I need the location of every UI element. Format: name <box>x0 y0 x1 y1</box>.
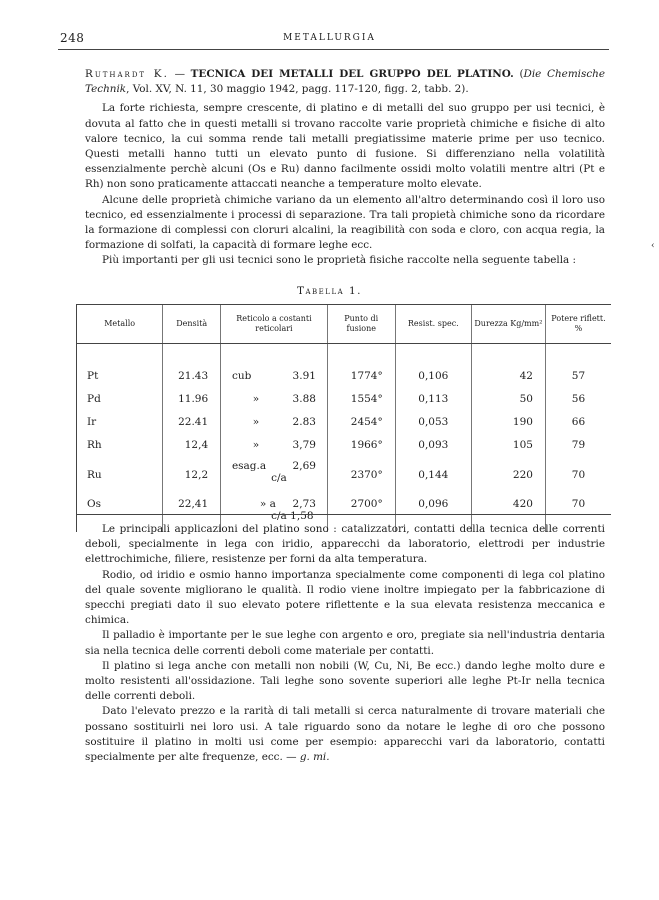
cell-resistivity: 0,053 <box>395 410 471 433</box>
properties-table <box>76 304 611 532</box>
cell-metal: Pd <box>77 387 163 410</box>
cell-density: 11.96 <box>163 387 221 410</box>
lattice-constant: 2,69 <box>292 460 316 472</box>
cell-density: 22.41 <box>163 410 221 433</box>
table-row <box>77 410 612 433</box>
cell-lattice <box>221 410 328 433</box>
table-row <box>77 364 612 387</box>
lattice-structure: cub <box>231 369 252 382</box>
article-heading: Ruthardt K. — TECNICA DEI METALLI DEL GRUPPO DEL PLATINO. (Die Chemische Technik, Vol. XV, N. 11, 30 maggio 1942, pagg. 117-120, figg. 2, tabb. 2). <box>85 68 605 96</box>
paragraph: Rodio, od iridio e osmio hanno importanza specialmente come componenti di lega col platino del quale sovente migliorano le qualità. Il rodio viene inoltre impiegato per la fabbricazione di specchi pregiati dato il suo elevato potere riflettente e la sua elevata resistenza meccanica e chimica. <box>85 568 605 627</box>
signature: g. mi. <box>299 751 330 764</box>
cell-resistivity: 0,106 <box>395 364 471 387</box>
cell-density: 12,4 <box>163 433 221 456</box>
lattice-ratio <box>225 510 323 522</box>
cell-density: 22,41 <box>163 494 221 532</box>
cell-lattice <box>221 456 328 494</box>
paragraph: Più importanti per gli usi tecnici sono le proprietà fisiche raccolte nella seguente tabella : <box>102 254 577 267</box>
lattice-constant: 3.88 <box>292 392 316 405</box>
margin-mark: ‹ <box>651 241 655 251</box>
article-body <box>85 522 605 765</box>
table-header-row <box>77 305 612 344</box>
cell-reflectivity: 57 <box>545 364 611 387</box>
cell-resistivity: 0,113 <box>395 387 471 410</box>
col-header-density: Densità <box>163 305 221 344</box>
cell-lattice <box>221 364 328 387</box>
lattice-constant: 2.83 <box>292 415 316 428</box>
cell-metal: Rh <box>77 433 163 456</box>
cell-lattice <box>221 433 328 456</box>
lattice-structure: esag.a <box>231 460 267 472</box>
lattice-structure: » a <box>259 498 276 510</box>
cell-metal: Ru <box>77 456 163 494</box>
article-author: Ruthardt K. <box>85 68 169 80</box>
col-header-melting: Punto di fusione <box>327 305 395 344</box>
col-header-lattice: Reticolo a costanti reticolari <box>221 305 328 344</box>
cell-resistivity: 0,093 <box>395 433 471 456</box>
col-header-metal: Metallo <box>77 305 163 344</box>
lattice-constant: 3.91 <box>292 369 316 382</box>
cell-hardness: 420 <box>471 494 545 532</box>
article-intro <box>85 67 605 269</box>
table-row <box>77 433 612 456</box>
running-title: METALLURGIA <box>283 33 376 43</box>
article-citation: , Vol. XV, N. 11, 30 maggio 1942, pagg. 117-120, figg. 2, tabb. 2). <box>126 83 469 96</box>
paragraph-text: Dato l'elevato prezzo e la rarità di tali metalli si cerca naturalmente di trovare materiali che possano sostituirli nei loro usi. A tale riguardo sono da notare le leghe di oro che possono sostituire il platino in molti usi come per esempio: apparecchi vari da laboratorio, contatti specialmente per alte frequenze, ecc. — <box>85 705 605 764</box>
cell-reflectivity: 56 <box>545 387 611 410</box>
cell-melting: 2454° <box>327 410 395 433</box>
cell-melting: 2370° <box>327 456 395 494</box>
lattice-ratio-label: c/a <box>271 472 287 484</box>
header-rule <box>58 49 609 50</box>
paragraph: Il palladio è importante per le sue leghe con argento e oro, pregiate sia nell'industria dentaria sia nella tecnica delle correnti deboli come materiale per contatti. <box>85 629 605 657</box>
cell-melting: 1966° <box>327 433 395 456</box>
paragraph: La forte richiesta, sempre crescente, di platino e di metalli del suo gruppo per usi tecnici, è dovuta al fatto che in questi metalli si trovano raccolte varie proprietà chimiche e fisiche di alto valore tecnico, la cui somma rende tali metalli pregiatissime materie prime per uso tecnico. Questi metalli hanno tutti un elevato punto di fusione. Si differenziano nella volatilità essenzialmente perchè alcuni (Os e Ru) danno facilmente ossidi molto volatili mentre altri (Pt e Rh) non sono praticamente attaccati neanche a temperature molto elevate. <box>85 102 605 191</box>
cell-melting: 1554° <box>327 387 395 410</box>
cell-melting: 1774° <box>327 364 395 387</box>
cell-hardness: 50 <box>471 387 545 410</box>
col-header-reflectivity: Potere riflett. % <box>545 305 611 344</box>
cell-density: 21.43 <box>163 364 221 387</box>
cell-resistivity: 0,096 <box>395 494 471 532</box>
table-row <box>77 456 612 494</box>
col-header-resistivity: Resist. spec. <box>395 305 471 344</box>
cell-reflectivity: 66 <box>545 410 611 433</box>
cell-metal: Pt <box>77 364 163 387</box>
article-title: TECNICA DEI METALLI DEL GRUPPO DEL PLATINO. <box>190 68 514 80</box>
cell-lattice <box>221 387 328 410</box>
cell-hardness: 42 <box>471 364 545 387</box>
page-number: 248 <box>60 31 85 45</box>
table-caption: Tabella 1. <box>296 285 363 297</box>
cell-reflectivity: 70 <box>545 456 611 494</box>
cell-hardness: 220 <box>471 456 545 494</box>
lattice-structure: » <box>252 415 260 428</box>
paragraph: Alcune delle proprietà chimiche variano da un elemento all'altro determinando così il loro uso tecnico, ed essenzialmente i processi di separazione. Tra tali propietà chimiche sono da ricordare la formazione di complessi con cloruri alcalini, la reagibilità con soda e cloro, con acqua regia, la formazione di solfati, la capacità di formare leghe ecc. <box>85 193 605 252</box>
cell-resistivity: 0,144 <box>395 456 471 494</box>
lattice-structure: » <box>252 392 260 405</box>
lattice-constant: 2,73 <box>292 498 316 510</box>
lattice-ratio-value: 1,58 <box>290 510 314 522</box>
lattice-ratio-label: c/a <box>271 510 287 522</box>
journal-name: Die Chemische Technik <box>85 68 605 96</box>
cell-hardness: 105 <box>471 433 545 456</box>
cell-melting: 2700° <box>327 494 395 532</box>
paragraph-final <box>85 704 605 765</box>
lattice-structure: » <box>252 438 260 451</box>
col-header-hardness: Durezza Kg/mm² <box>471 305 545 344</box>
cell-hardness: 190 <box>471 410 545 433</box>
cell-reflectivity: 70 <box>545 494 611 532</box>
lattice-constant: 3,79 <box>292 438 316 451</box>
table-row <box>77 387 612 410</box>
cell-metal: Os <box>77 494 163 532</box>
cell-reflectivity: 79 <box>545 433 611 456</box>
cell-metal: Ir <box>77 410 163 433</box>
paragraph: Il platino si lega anche con metalli non nobili (W, Cu, Ni, Be ecc.) dando leghe molto dure e molto resistenti all'ossidazione. Tali leghe sono sovente superiori alle leghe Pt-Ir nella tecnica delle correnti deboli. <box>85 659 605 703</box>
paragraph: Le principali applicazioni del platino sono : catalizzatori, contatti della tecnica delle correnti deboli, specialmente in lega con iridio, apparecchi da laboratorio, elettrodi per industrie elettrochimiche, filiere, resistenze per forni da alta temperatura. <box>85 523 605 566</box>
table-bottom-rule <box>76 514 611 515</box>
cell-density: 12,2 <box>163 456 221 494</box>
